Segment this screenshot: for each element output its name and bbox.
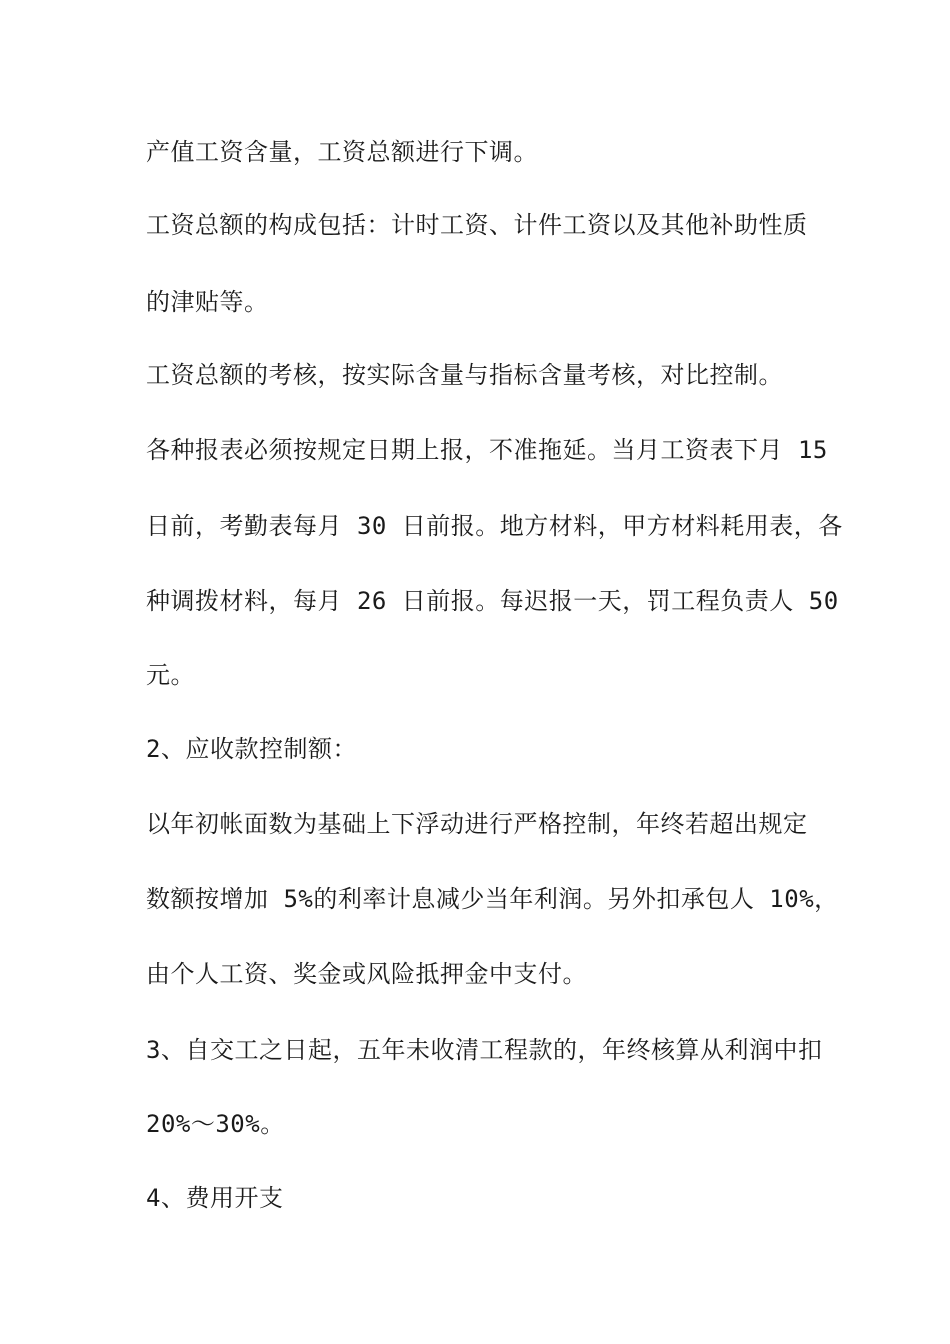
text-line-14: 20%～30%。 [146, 1110, 285, 1138]
text-line-12: 由个人工资、奖金或风险抵押金中支付。 [146, 960, 587, 988]
text-line-15: 4、费用开支 [146, 1184, 284, 1212]
text-line-13: 3、自交工之日起，五年未收清工程款的，年终核算从利润中扣 [146, 1036, 823, 1064]
text-line-11: 数额按增加 5%的利率计息减少当年利润。另外扣承包人 10%， [146, 885, 839, 913]
text-line-9: 2、应收款控制额： [146, 735, 357, 763]
text-line-8: 元。 [146, 661, 195, 689]
text-line-5: 各种报表必须按规定日期上报，不准拖延。当月工资表下月 15 [146, 436, 828, 464]
text-line-10: 以年初帐面数为基础上下浮动进行严格控制，年终若超出规定 [146, 810, 808, 838]
text-line-3: 的津贴等。 [146, 288, 269, 316]
text-line-2: 工资总额的构成包括：计时工资、计件工资以及其他补助性质 [146, 211, 808, 239]
text-line-7: 种调拨材料，每月 26 日前报。每迟报一天，罚工程负责人 50 [146, 587, 839, 615]
text-line-4: 工资总额的考核，按实际含量与指标含量考核，对比控制。 [146, 361, 783, 389]
text-line-1: 产值工资含量，工资总额进行下调。 [146, 138, 538, 166]
text-line-6: 日前，考勤表每月 30 日前报。地方材料，甲方材料耗用表，各 [146, 512, 843, 540]
